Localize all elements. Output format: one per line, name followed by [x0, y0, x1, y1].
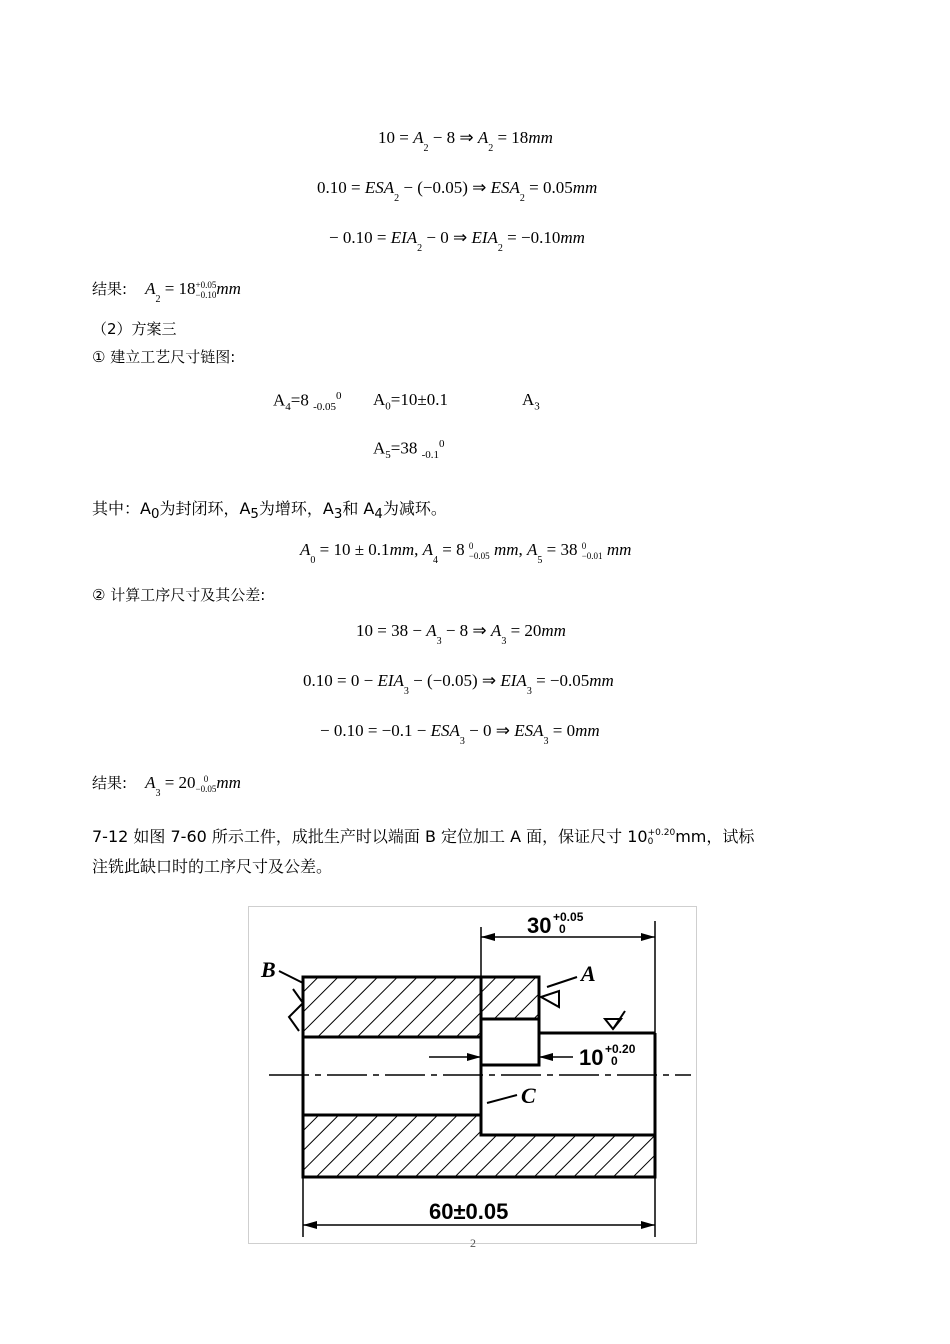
chain-a5: $A_5=38$ $_{-0.1}^0$	[373, 438, 445, 462]
section-heading: （2）方案三	[92, 320, 177, 338]
ring-description: 其中：$A_0$为封闭环，$A_5$为增环，$A_3$和 $A_4$为减环。	[92, 499, 447, 523]
step-heading: ① 建立工艺尺寸链图:	[92, 348, 236, 366]
equation-line: $0.10 = ESA_2 - (-0.05)$ ⇒ $ESA_2 = 0.05mm$	[317, 178, 598, 204]
label-a: A	[581, 961, 596, 986]
chain-a3: $A_3$	[522, 390, 540, 413]
workpiece-drawing	[249, 907, 696, 1243]
dim-top-upper: +0.05	[553, 910, 584, 924]
equation-line: $0.10 = 0 - EIA_3 - (-0.05)$ ⇒ $EIA_3 = -0.05mm$	[303, 671, 614, 697]
result-line: 结果: $A_2 = 18+0.05$ −0.10mm	[92, 279, 241, 305]
label-b: B	[261, 957, 276, 982]
dim-top-lower: 0	[559, 922, 566, 936]
given-values: $A_0 = 10 \pm 0.1mm$, $A_4 = 8$ 0 −0.05 mm, $A_5 = 38$ 0 −0.01 mm	[300, 540, 632, 566]
locating-symbol	[289, 989, 303, 1031]
figure-7-60	[248, 906, 697, 1244]
upper-wall-left	[303, 977, 481, 1037]
result-line: 结果: $A_3 = 20$ 0 −0.05mm	[92, 773, 241, 799]
chain-a4: $A_4=8$ $_{-0.05}^0$	[273, 390, 342, 414]
dim-mid-lower: 0	[611, 1054, 618, 1068]
problem-line-2: 注铣此缺口时的工序尺寸及公差。	[92, 857, 333, 876]
equation-line: $10 = A_2 - 8$ ⇒ $A_2 = 18mm$	[378, 128, 553, 154]
problem-line-1: 7-12 如图 7-60 所示工件，成批生产时以端面 B 定位加工 A 面，保证尺寸 10+0.20 0 mm，试标	[92, 827, 755, 847]
equation-line: − $0.10 = -0.1 - ESA_3 - 0$ ⇒ $ESA_3 = 0mm$	[320, 721, 600, 747]
lower-wall	[303, 1115, 655, 1177]
result-label: 结果:	[92, 280, 128, 298]
dim-bottom: 60±0.05	[429, 1199, 509, 1224]
step-heading: ② 计算工序尺寸及其公差:	[92, 586, 266, 604]
chain-a0: $A_0=10\pm 0.1$	[373, 390, 448, 413]
dim-mid-upper: +0.20	[605, 1042, 636, 1056]
equation-line: $10 = 38 - A_3 - 8$ ⇒ $A_3 = 20mm$	[356, 621, 566, 647]
label-c: C	[521, 1083, 536, 1108]
equation-line: − $0.10 = EIA_2 - 0$ ⇒ $EIA_2 = -0.10mm$	[329, 228, 585, 254]
upper-wall-right	[481, 977, 539, 1019]
dim-mid: 10	[579, 1045, 604, 1070]
page-number: 2	[470, 1236, 476, 1250]
dim-top: 30	[527, 913, 552, 938]
surface-mark-a	[541, 991, 559, 1007]
